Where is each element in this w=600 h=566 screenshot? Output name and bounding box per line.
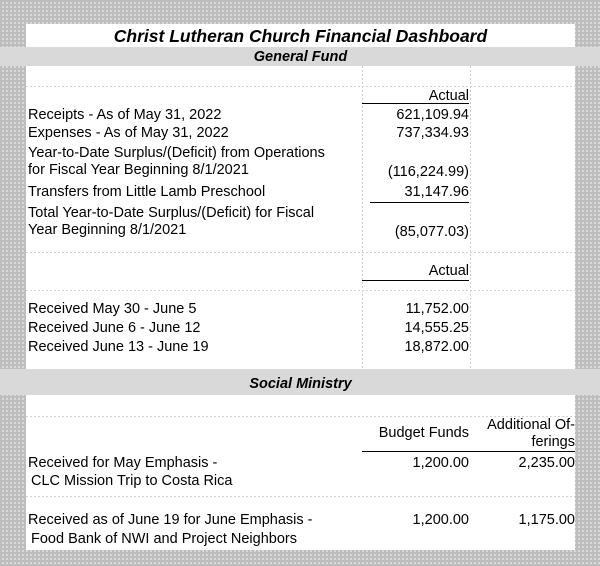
row-gridline [26, 496, 575, 497]
total-ytd-value: (85,077.03) [394, 224, 469, 240]
row-gridline [26, 252, 575, 253]
june-emphasis-label-line1: Received as of June 19 for June Emphasis - [28, 512, 313, 528]
header-underline [362, 103, 469, 104]
general-fund-heading: General Fund [253, 49, 348, 65]
social-header-underline [362, 451, 575, 452]
page-title: Christ Lutheran Church Financial Dashboard [113, 26, 488, 46]
social-ministry-heading: Social Ministry [249, 376, 352, 392]
ytd-operations-value: (116,224.99) [387, 164, 469, 180]
weekly-row-label: Received May 30 - June 5 [28, 301, 197, 317]
row-gridline [26, 86, 575, 87]
weekly-row-value: 18,872.00 [404, 339, 469, 355]
preschool-transfers-label: Transfers from Little Lamb Preschool [28, 184, 266, 200]
row-gridline [26, 290, 575, 291]
weekly-row-value: 11,752.00 [405, 301, 469, 317]
may-emphasis-additional: 2,235.00 [518, 455, 575, 471]
weekly-row-label: Received June 6 - June 12 [28, 320, 201, 336]
may-emphasis-label-line2: CLC Mission Trip to Costa Rica [31, 473, 233, 489]
june-emphasis-additional: 1,175.00 [518, 512, 575, 528]
weekly-row-label: Received June 13 - June 19 [28, 339, 209, 355]
preschool-transfers-value: 31,147.96 [404, 184, 469, 200]
weekly-actual-header: Actual [428, 263, 469, 279]
total-ytd-label-line1: Total Year-to-Date Surplus/(Deficit) for Fiscal [28, 205, 315, 221]
may-emphasis-label-line1: Received for May Emphasis - [28, 455, 218, 471]
budget-funds-header: Budget Funds [378, 425, 469, 441]
additional-offerings-header-line1: Additional Of- [487, 417, 575, 433]
total-ytd-label-line2: Year Beginning 8/1/2021 [28, 222, 187, 238]
weekly-header-underline [362, 280, 469, 281]
expenses-label: Expenses - As of May 31, 2022 [28, 125, 229, 141]
ytd-operations-label-line2: for Fiscal Year Beginning 8/1/2021 [28, 162, 249, 178]
receipts-value: 621,109.94 [396, 107, 469, 123]
june-emphasis-budget: 1,200.00 [412, 512, 469, 528]
actual-column-header: Actual [428, 88, 469, 104]
column-gridline [470, 66, 471, 369]
additional-offerings-header-line2: ferings [531, 434, 575, 450]
total-underline [370, 202, 469, 203]
weekly-row-value: 14,555.25 [404, 320, 469, 336]
ytd-operations-label-line1: Year-to-Date Surplus/(Deficit) from Operations [28, 145, 325, 161]
expenses-value: 737,334.93 [396, 125, 469, 141]
receipts-label: Receipts - As of May 31, 2022 [28, 107, 222, 123]
june-emphasis-label-line2: Food Bank of NWI and Project Neighbors [31, 531, 297, 547]
may-emphasis-budget: 1,200.00 [412, 455, 469, 471]
